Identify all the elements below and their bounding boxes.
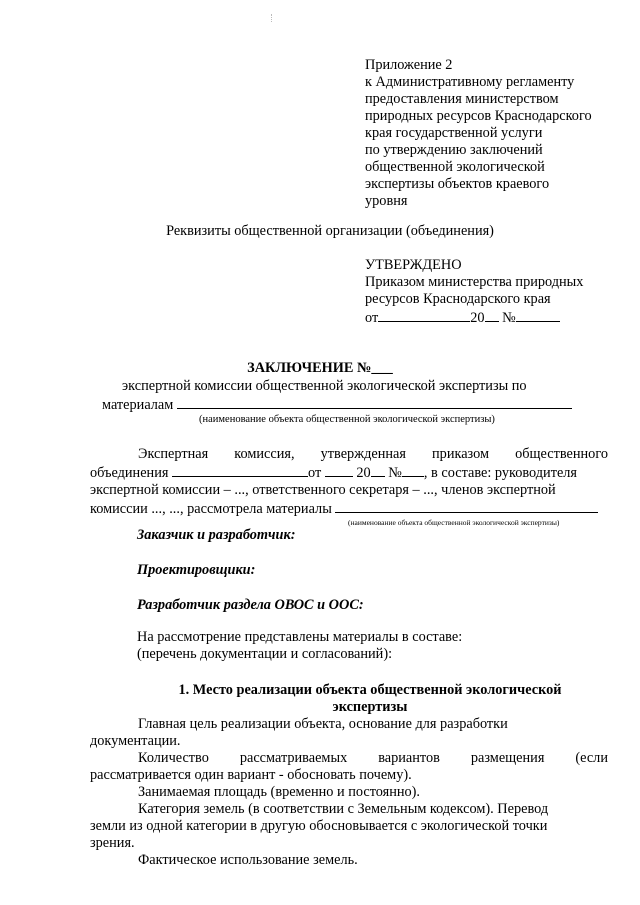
number-blank xyxy=(516,308,560,322)
paragraph-line: документации. xyxy=(90,733,181,749)
association-blank xyxy=(172,463,308,477)
section-title-line: экспертизы xyxy=(332,699,408,715)
appendix-line: природных ресурсов Краснодарского xyxy=(365,108,592,124)
year-prefix: 20 xyxy=(356,465,371,481)
materials-line xyxy=(102,395,602,414)
appendix-line: уровня xyxy=(365,193,408,209)
object-name-blank xyxy=(177,395,572,409)
year-blank xyxy=(371,463,385,477)
word: Экспертная xyxy=(138,446,209,462)
appendix-line: по утверждению заключений xyxy=(365,142,543,158)
subtitle-line: экспертной комиссии общественной экологической экспертизы по xyxy=(122,378,527,394)
reviewed-object-caption: (наименование объекта общественной экологической экспертизы) xyxy=(348,518,560,527)
organization-requisites: Реквизиты общественной организации (объединения) xyxy=(166,223,494,239)
commission-line-3: экспертной комиссии – ..., ответственного секретаря – ..., членов экспертной xyxy=(90,482,556,498)
materials-line-2: (перечень документации и согласований): xyxy=(137,646,393,662)
paragraph-line: Фактическое использование земель. xyxy=(138,852,358,868)
word: вариантов xyxy=(378,750,440,766)
number-label: № xyxy=(388,465,402,481)
reviewed-object-blank xyxy=(335,499,598,513)
approved-line: Приказом министерства природных xyxy=(365,274,584,290)
conclusion-subtitle xyxy=(102,378,602,426)
commission-line-4 xyxy=(90,499,608,518)
section-1-body xyxy=(90,716,608,869)
appendix-line: экспертизы объектов краевого xyxy=(365,176,550,192)
materials-label: материалам xyxy=(102,397,174,413)
paragraph-line: земли из одной категории в другую обосновывается с экологической точки xyxy=(90,818,548,834)
ovos-developer-label: Разработчик раздела ОВОС и ООС: xyxy=(137,597,364,613)
number-label: № xyxy=(502,310,516,326)
section-title-line: 1. Место реализации объекта общественной экологической xyxy=(178,682,562,698)
word: (если xyxy=(575,750,608,766)
from-label: от xyxy=(365,310,379,326)
paragraph-line: Категория земель (в соответствии с Земельным кодексом). Перевод xyxy=(138,801,549,817)
word: рассматриваемых xyxy=(239,750,348,766)
word: Количество xyxy=(138,750,209,766)
designers-label: Проектировщики: xyxy=(137,562,256,578)
commission-line-1 xyxy=(90,446,608,463)
object-caption: (наименование объекта общественной экологической экспертизы) xyxy=(199,414,495,425)
scan-mark xyxy=(271,14,273,22)
paragraph-line: Занимаемая площадь (временно и постоянно). xyxy=(138,784,421,800)
day-blank xyxy=(325,463,353,477)
year-prefix: 20 xyxy=(470,310,485,326)
approved-date-line xyxy=(365,308,625,327)
paragraph-line: зрения. xyxy=(90,835,135,851)
date-blank xyxy=(378,308,470,322)
conclusion-title: ЗАКЛЮЧЕНИЕ №___ xyxy=(247,360,393,376)
word: утвержденная xyxy=(320,446,406,462)
appendix-line: общественной экологической xyxy=(365,159,545,175)
word: общественного xyxy=(515,446,608,462)
section-1-title xyxy=(150,682,590,716)
appendix-line: Приложение 2 xyxy=(365,57,453,73)
approval-block xyxy=(365,257,625,327)
materials-block xyxy=(137,629,640,663)
materials-line-1: На рассмотрение представлены материалы в составе: xyxy=(137,629,463,645)
customer-label: Заказчик и разработчик: xyxy=(137,527,296,543)
from-label: от xyxy=(308,465,322,481)
commission-line-2 xyxy=(90,463,608,482)
appendix-line: к Административному регламенту xyxy=(365,74,575,90)
word: комиссия, xyxy=(234,446,295,462)
year-blank xyxy=(485,308,499,322)
word: приказом xyxy=(432,446,490,462)
approved-line: ресурсов Краснодарского края xyxy=(365,291,551,307)
paragraph-line xyxy=(90,750,608,767)
approved-heading: УТВЕРЖДЕНО xyxy=(365,257,462,273)
commission-paragraph xyxy=(90,446,608,527)
number-blank xyxy=(402,463,424,477)
word: размещения xyxy=(470,750,545,766)
appendix-line: края государственной услуги xyxy=(365,125,543,141)
appendix-block xyxy=(365,57,625,210)
paragraph-line: рассматривается один вариант - обосновать почему). xyxy=(90,767,412,783)
reviewed-label: комиссии ..., ..., рассмотрела материалы xyxy=(90,501,332,517)
appendix-line: предоставления министерством xyxy=(365,91,559,107)
composition-text: , в составе: руководителя xyxy=(423,465,577,481)
paragraph-line: Главная цель реализации объекта, основание для разработки xyxy=(138,716,508,732)
association-label: объединения xyxy=(90,465,169,481)
